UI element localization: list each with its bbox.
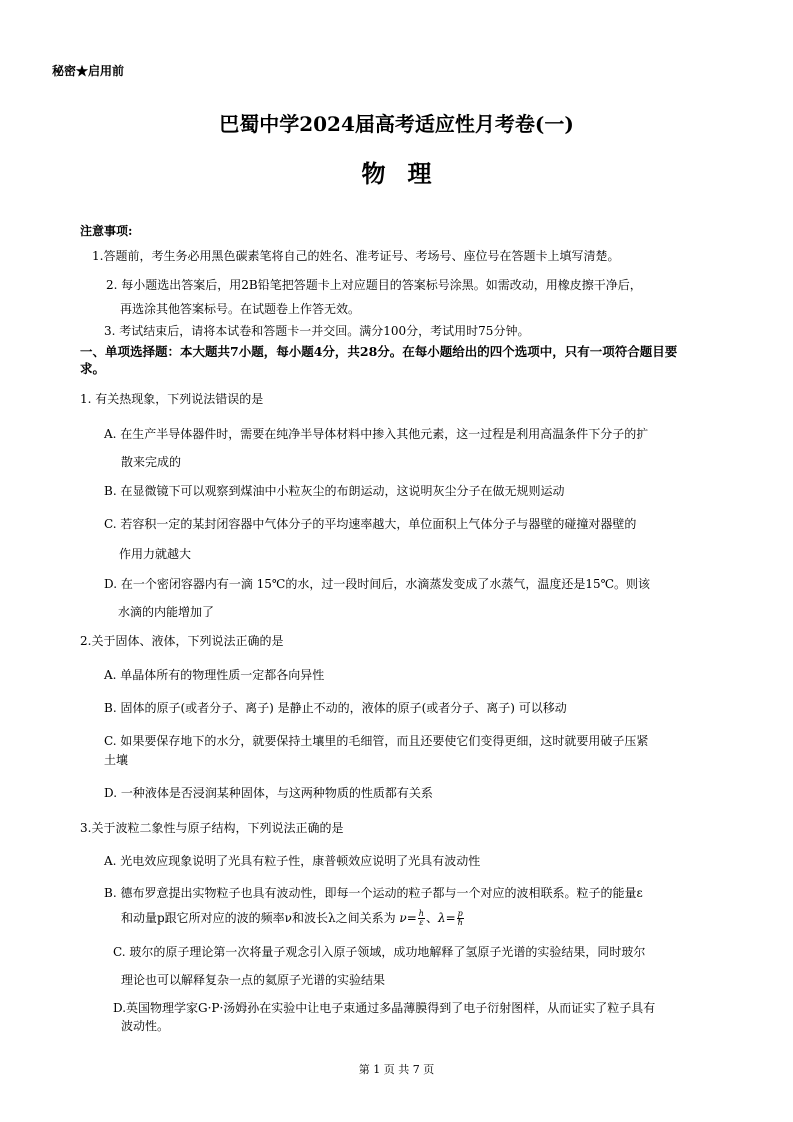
subject-char-1: 物 xyxy=(361,159,386,188)
question-1-stem: 1. 有关热现象，下列说法错误的是 xyxy=(80,392,264,406)
q3-option-b-text: 和动量p跟它所对应的波的频率ν和波长λ之间关系为 xyxy=(121,911,396,925)
subject-title xyxy=(0,160,793,189)
q1-option-c: C. 若容积一定的某封闭容器中气体分子的平均速率越大，单位面积上气体分子与器壁的碰撞对器壁的 xyxy=(104,517,637,531)
formula-separator: 、 xyxy=(425,911,438,925)
q2-option-a: A. 单晶体所有的物理性质一定都各向异性 xyxy=(104,668,325,682)
notice-heading: 注意事项: xyxy=(80,224,133,238)
fraction-numerator-h: h xyxy=(418,909,424,918)
notice-item-2: 2. 每小题选出答案后，用2B铅笔把答题卡上对应题目的答案标号涂黑。如需改动，用橡皮擦干净后， xyxy=(106,278,642,292)
fraction-numerator-p: p xyxy=(457,909,463,918)
page-footer: 第 1 页 共 7 页 xyxy=(358,1063,435,1076)
q1-option-a-cont: 散来完成的 xyxy=(121,455,182,469)
subject-char-2: 理 xyxy=(407,159,432,188)
q3-option-c: C. 玻尔的原子理论第一次将量子观念引入原子领域，成功地解释了氢原子光谱的实验结果，同时玻尔 xyxy=(113,945,646,959)
q1-option-a: A. 在生产半导体器件时，需要在纯净半导体材料中掺入其他元素，这一过程是利用高温条件下分子的扩 xyxy=(104,427,649,441)
q3-option-b-cont xyxy=(121,910,465,927)
nu-symbol: ν xyxy=(399,911,407,925)
notice-item-3: 3. 考试结束后，请将本试卷和答题卡一并交回。满分100分，考试用时75分钟。 xyxy=(104,324,530,338)
q2-option-b: B. 固体的原子(或者分子、离子) 是静止不动的，液体的原子(或者分子、离子) 可以移动 xyxy=(104,701,567,715)
section-heading-line-1: 一、单项选择题：本大题共7小题，每小题4分，共28分。在每小题给出的四个选项中，只有一项符合题目要 xyxy=(80,344,678,359)
question-3-stem: 3.关于波粒二象性与原子结构，下列说法正确的是 xyxy=(80,821,344,835)
h-over-epsilon-fraction xyxy=(418,910,425,927)
section-heading-line-2: 求。 xyxy=(80,361,106,376)
exam-title: 巴蜀中学2024届高考适应性月考卷(一) xyxy=(219,112,574,136)
fraction-denominator-epsilon: ε xyxy=(419,918,424,927)
q1-option-d: D. 在一个密闭容器内有一滴 15℃的水，过一段时间后，水滴蒸发变成了水蒸气，温度还是15℃。则该 xyxy=(104,577,651,591)
equals-sign: = xyxy=(406,911,417,925)
secret-label: 秘密★启用前 xyxy=(52,64,125,78)
q1-option-d-cont: 水滴的内能增加了 xyxy=(118,605,215,619)
p-over-hbar-fraction xyxy=(457,910,464,927)
notice-item-2-cont: 再选涂其他答案标号。在试题卷上作答无效。 xyxy=(120,302,361,316)
notice-item-1: 1.答题前，考生务必用黑色碳素笔将自己的姓名、准考证号、考场号、座位号在答题卡上填写清楚。 xyxy=(92,249,620,263)
q3-option-c-cont: 理论也可以解释复杂一点的氦原子光谱的实验结果 xyxy=(121,973,386,987)
q3-option-b: B. 德布罗意提出实物粒子也具有波动性，即每一个运动的粒子都与一个对应的波相联系。粒子的能量ε xyxy=(104,886,643,900)
fraction-denominator-hbar: ℏ xyxy=(457,918,463,927)
q2-option-d: D. 一种液体是否浸润某种固体，与这两种物质的性质都有关系 xyxy=(104,786,433,800)
question-2-stem: 2.关于固体、液体，下列说法正确的是 xyxy=(80,634,284,648)
q3-option-d: D.英国物理学家G·P·汤姆孙在实验中让电子束通过多晶薄膜得到了电子衍射图样，从而证实了粒子具有 xyxy=(113,1001,656,1015)
q3-option-a: A. 光电效应现象说明了光具有粒子性，康普顿效应说明了光具有波动性 xyxy=(104,854,481,868)
q3-option-d-cont: 波动性。 xyxy=(121,1019,170,1033)
lambda-symbol: λ xyxy=(437,911,446,925)
equals-sign-2: = xyxy=(445,911,456,925)
q1-option-c-cont: 作用力就越大 xyxy=(119,547,192,561)
q1-option-b: B. 在显微镜下可以观察到煤油中小粒灰尘的布朗运动，这说明灰尘分子在做无规则运动 xyxy=(104,484,565,498)
q2-option-c: C. 如果要保存地下的水分，就要保持土壤里的毛细管，而且还要使它们变得更细，这时就要用破子压紧 xyxy=(104,734,649,748)
q2-option-c-cont: 土壤 xyxy=(104,753,129,767)
